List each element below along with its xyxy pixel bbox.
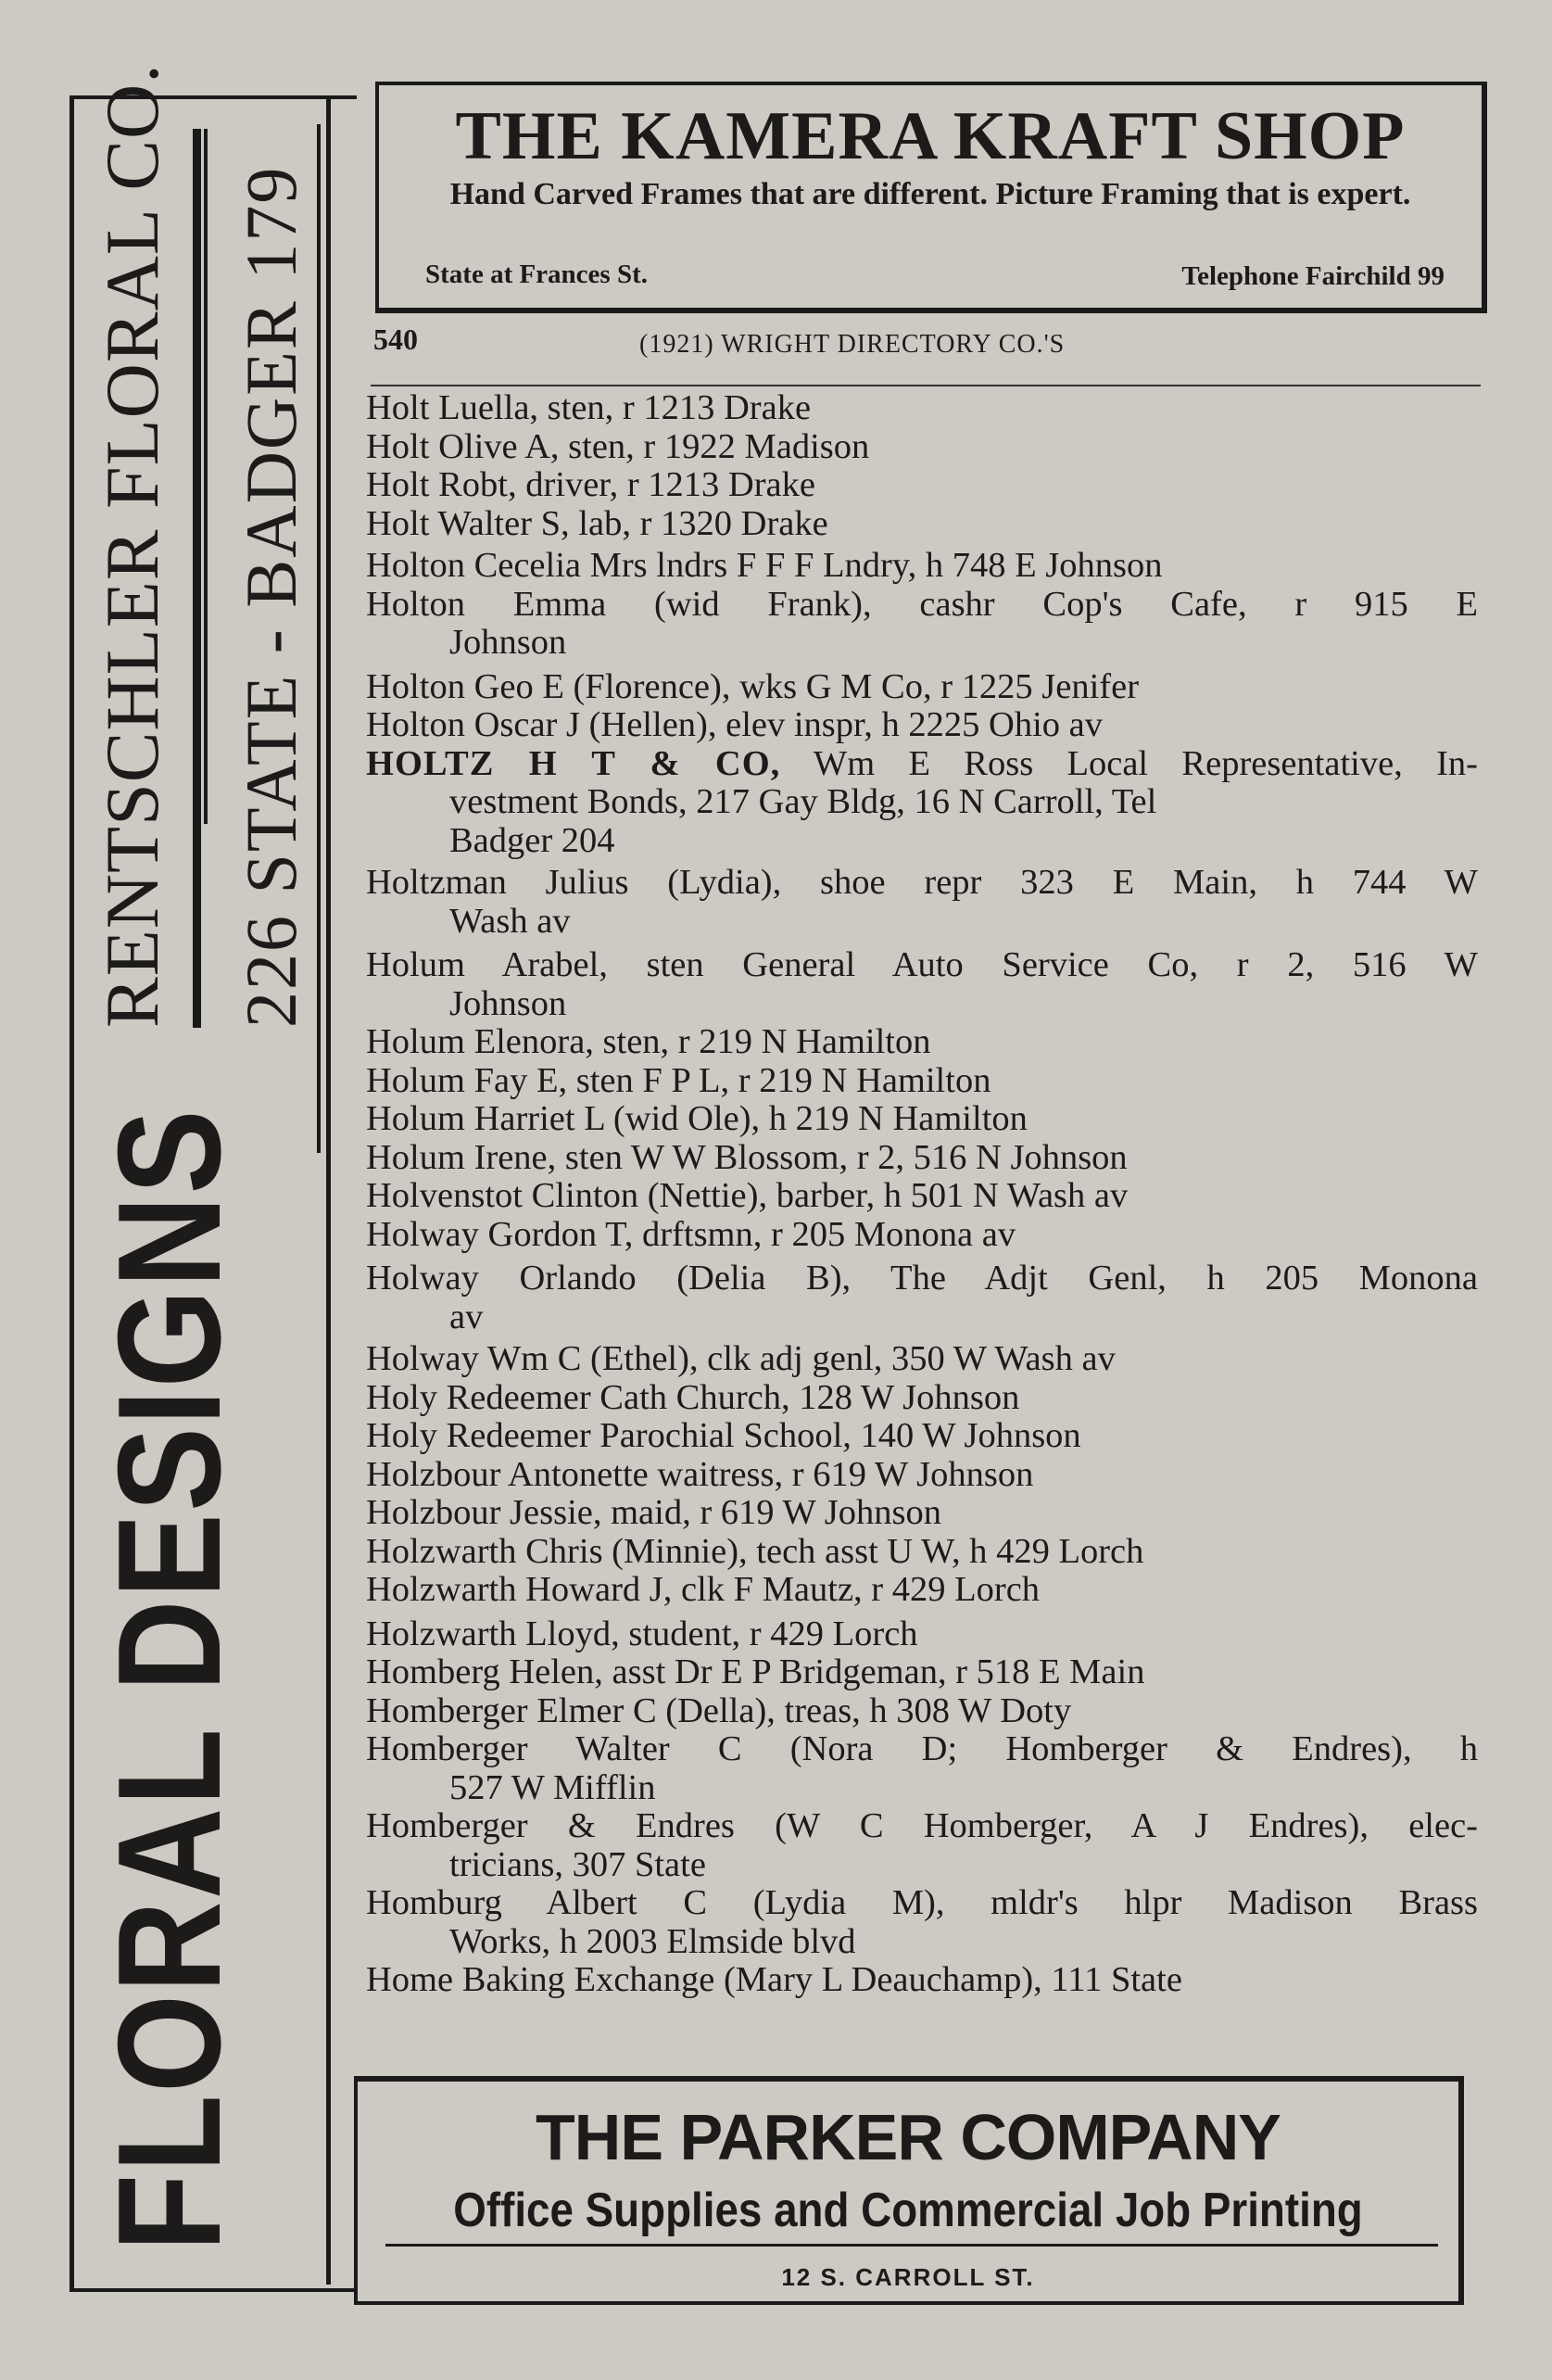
ad-divider-thin [204, 129, 208, 824]
directory-entry [366, 547, 1478, 586]
directory-entry [366, 586, 1478, 663]
directory-entry [366, 1961, 1478, 2000]
entry-line: Holt Olive A, sten, r 1922 Madison [366, 426, 870, 466]
entry-line: Holway Wm C (Ethel), clk adj genl, 350 W Wash av [366, 1339, 1116, 1378]
header-rule [371, 385, 1481, 386]
entry-continuation: Johnson [449, 623, 567, 662]
directory-entry [366, 505, 1478, 544]
entry-line: Holton Emma (wid Frank), cashr Cop's Cafe, r 915 E [366, 584, 1478, 624]
entry-continuation: av [449, 1297, 484, 1336]
directory-entry [366, 946, 1478, 1023]
directory-entry [366, 864, 1478, 941]
kamera-shop-tagline: Hand Carved Frames that are different. Picture Framing that is expert. [449, 177, 1411, 211]
directory-entry [366, 1571, 1478, 1610]
entry-line: Holy Redeemer Parochial School, 140 W Johnson [366, 1416, 1081, 1455]
directory-entry [366, 1533, 1478, 1572]
entry-line: Holt Robt, driver, r 1213 Drake [366, 465, 815, 504]
directory-entry [366, 1139, 1478, 1178]
parker-divider [385, 2244, 1438, 2247]
running-head: (1921) WRIGHT DIRECTORY CO.'S [639, 330, 1066, 359]
directory-entry [366, 389, 1478, 428]
entry-line: Holzbour Jessie, maid, r 619 W Johnson [366, 1493, 941, 1532]
florist-company-name: RENTSCHLER FLORAL CO. [90, 63, 174, 1028]
entry-continuation: tricians, 307 State [449, 1844, 706, 1884]
directory-entries [366, 389, 1478, 2000]
entry-line: Homberger & Endres (W C Homberger, A J Endres), elec- [366, 1806, 1478, 1845]
page-number: 540 [373, 323, 418, 356]
left-ad-right-border [326, 95, 331, 2285]
entry-line: Holzwarth Lloyd, student, r 429 Lorch [366, 1614, 918, 1653]
entry-line: Holum Elenora, sten, r 219 N Hamilton [366, 1022, 931, 1061]
entry-continuation: 527 W Mifflin [449, 1767, 656, 1807]
directory-entry [366, 1807, 1478, 1884]
directory-entry [366, 1456, 1478, 1495]
bottom-advertisement [354, 2076, 1464, 2305]
entry-line: Holway Orlando (Delia B), The Adjt Genl, h 205 Monona [366, 1259, 1478, 1298]
floral-designs-headline: FLORAL DESIGNS [88, 1108, 251, 2251]
entry-line: Holzwarth Chris (Minnie), tech asst U W, h 429 Lorch [366, 1531, 1144, 1571]
entry-line: Holton Geo E (Florence), wks G M Co, r 1225 Jenifer [366, 666, 1140, 706]
entry-line: Holway Gordon T, drftsmn, r 205 Monona av [366, 1214, 1016, 1254]
entry-line: Homberg Helen, asst Dr E P Bridgeman, r 518 E Main [366, 1652, 1145, 1691]
directory-entry [366, 1692, 1478, 1731]
directory-entry [366, 668, 1478, 707]
entry-line [366, 745, 1478, 784]
entry-line: Holum Fay E, sten F P L, r 219 N Hamilton [366, 1060, 991, 1100]
entry-line: Holzwarth Howard J, clk F Mautz, r 429 Lorch [366, 1570, 1041, 1609]
ad-divider [193, 129, 201, 1028]
entry-line: Home Baking Exchange (Mary L Deauchamp), 111 State [366, 1960, 1182, 1999]
directory-entry [366, 466, 1478, 505]
directory-entry [366, 1340, 1478, 1379]
ad-divider-bottom [317, 124, 321, 1153]
entry-continuation: Johnson [449, 983, 567, 1023]
parker-company-name: THE PARKER COMPANY [536, 2101, 1281, 2173]
directory-entry [366, 428, 1478, 467]
directory-entry [366, 706, 1478, 745]
left-advertisement-rotated [74, 63, 357, 2288]
entry-line: Homberger Walter C (Nora D; Homberger & Endres), h [366, 1729, 1478, 1768]
left-advertisement [69, 63, 357, 2292]
directory-entry [366, 1260, 1478, 1336]
entry-line: Holt Walter S, lab, r 1320 Drake [366, 503, 828, 543]
directory-entry [366, 1100, 1478, 1139]
entry-line: Homburg Albert C (Lydia M), mldr's hlpr Madison Brass [366, 1883, 1478, 1922]
entry-continuation: Works, h 2003 Elmside blvd [449, 1921, 856, 1961]
directory-entry [366, 1653, 1478, 1692]
directory-entry [366, 1494, 1478, 1533]
parker-company-services: Office Supplies and Commercial Job Printing [453, 2184, 1363, 2237]
entry-continuation: Wash av [449, 901, 571, 941]
directory-entry [366, 1615, 1478, 1654]
directory-entry [366, 1884, 1478, 1961]
kamera-shop-phone: Telephone Fairchild 99 [1181, 261, 1445, 291]
directory-entry [366, 1216, 1478, 1255]
entry-line: Holum Arabel, sten General Auto Service Co, r 2, 516 W [366, 945, 1478, 984]
entry-line: Holum Harriet L (wid Ole), h 219 N Hamilton [366, 1099, 1028, 1138]
entry-line: Holzbour Antonette waitress, r 619 W Johnson [366, 1454, 1034, 1494]
directory-entry [366, 745, 1478, 861]
entry-bold-name: HOLTZ H T & CO, [366, 743, 781, 783]
directory-entry [366, 1730, 1478, 1807]
entry-line: Holum Irene, sten W W Blossom, r 2, 516 N Johnson [366, 1137, 1128, 1177]
florist-address: 226 STATE - BADGER 179 [231, 165, 311, 1028]
kamera-shop-address: State at Frances St. [425, 260, 649, 289]
entry-line: Holt Luella, sten, r 1213 Drake [366, 388, 812, 427]
top-advertisement [375, 82, 1487, 313]
entry-line: Holtzman Julius (Lydia), shoe repr 323 E Main, h 744 W [366, 863, 1478, 902]
kamera-shop-title: THE KAMERA KRAFT SHOP [455, 98, 1406, 174]
entry-line: Holton Cecelia Mrs lndrs F F F Lndry, h 748 E Johnson [366, 546, 1163, 585]
entry-line: Holy Redeemer Cath Church, 128 W Johnson [366, 1377, 1020, 1417]
parker-company-address: 12 S. CARROLL ST. [781, 2263, 1035, 2291]
directory-entry [366, 1062, 1478, 1101]
directory-entry [366, 1177, 1478, 1216]
entry-continuation: Badger 204 [449, 820, 615, 860]
directory-entry [366, 1379, 1478, 1418]
entry-continuation: vestment Bonds, 217 Gay Bldg, 16 N Carroll, Tel [449, 782, 1157, 821]
entry-text: Wm E Ross Local Representative, In- [780, 743, 1479, 783]
entry-line: Holvenstot Clinton (Nettie), barber, h 501 N Wash av [366, 1176, 1129, 1215]
entry-line: Homberger Elmer C (Della), treas, h 308 W Doty [366, 1690, 1072, 1730]
directory-entry [366, 1023, 1478, 1062]
entry-line: Holton Oscar J (Hellen), elev inspr, h 2225 Ohio av [366, 705, 1104, 744]
directory-entry [366, 1417, 1478, 1456]
